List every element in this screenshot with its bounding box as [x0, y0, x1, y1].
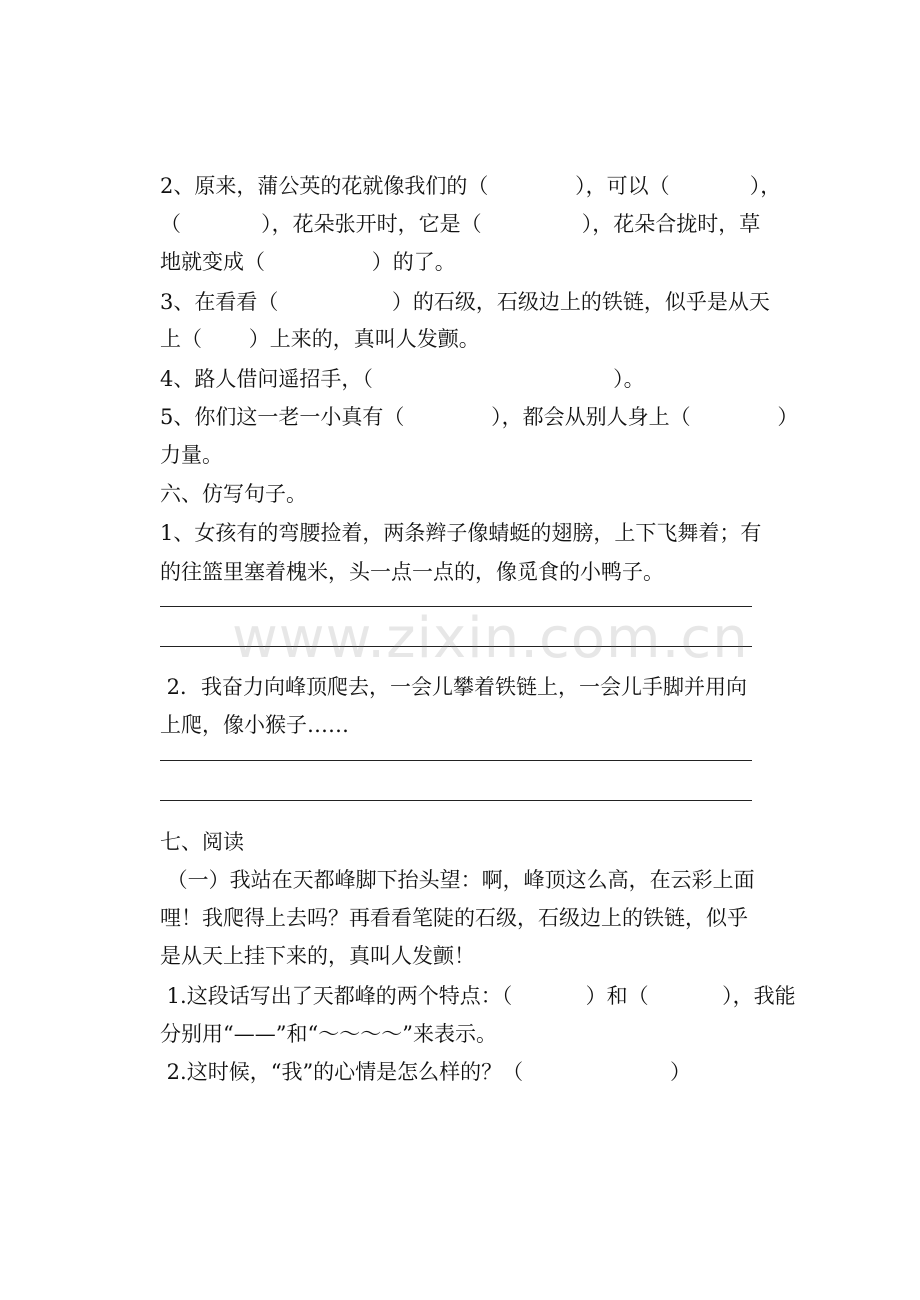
watermark: www.zixin.com.cn	[232, 606, 749, 671]
imitate-q2-line2: 上爬，像小猴子……	[160, 713, 349, 737]
imitate-q1-line2: 的往篮里塞着槐米，头一点一点的，像觅食的小鸭子。	[160, 560, 664, 584]
answer-line	[160, 760, 752, 761]
fill-in-q5-line2: 力量。	[160, 443, 223, 467]
fill-in-q2-line2: （ ），花朵张开时，它是（ ），花朵合拢时，草	[160, 212, 761, 236]
reading-passage-line1: （一）我站在天都峰脚下抬头望：啊，峰顶这么高，在云彩上面	[160, 868, 755, 892]
imitate-q1-line1: 1、女孩有的弯腰捡着，两条辫子像蜻蜓的翅膀，上下飞舞着；有	[160, 521, 762, 545]
reading-q1-line1: 1.这段话写出了天都峰的两个特点：（ ）和（ ），我能	[160, 984, 796, 1008]
fill-in-q2-line1: 2、原来，蒲公英的花就像我们的（ ），可以（ ），	[160, 174, 782, 198]
fill-in-q5-line1: 5、你们这一老一小真有（ ），都会从别人身上（ ）	[160, 405, 799, 429]
section-six-heading: 六、仿写句子。	[160, 482, 307, 506]
fill-in-q2-line3: 地就变成（ ）的了。	[160, 250, 456, 274]
reading-passage-line3: 是从天上挂下来的，真叫人发颤！	[160, 944, 475, 968]
reading-q1-line2: 分别用“——”和“～～～～”来表示。	[160, 1022, 497, 1046]
imitate-q2-line1: 2．我奋力向峰顶爬去，一会儿攀着铁链上，一会儿手脚并用向	[160, 675, 748, 699]
reading-passage-line2: 哩！我爬得上去吗？再看看笔陡的石级，石级边上的铁链，似乎	[160, 906, 748, 930]
answer-line	[160, 800, 752, 801]
section-seven-heading: 七、阅读	[160, 830, 244, 854]
fill-in-q3-line1: 3、在看看（ ）的石级，石级边上的铁链，似乎是从天	[160, 290, 770, 314]
fill-in-q3-line2: 上（ ）上来的，真叫人发颤。	[160, 327, 480, 351]
fill-in-q4: 4、路人借问遥招手，（ ）。	[160, 367, 645, 391]
reading-q2: 2.这时候，“我”的心情是怎么样的？（ ）	[160, 1060, 692, 1084]
